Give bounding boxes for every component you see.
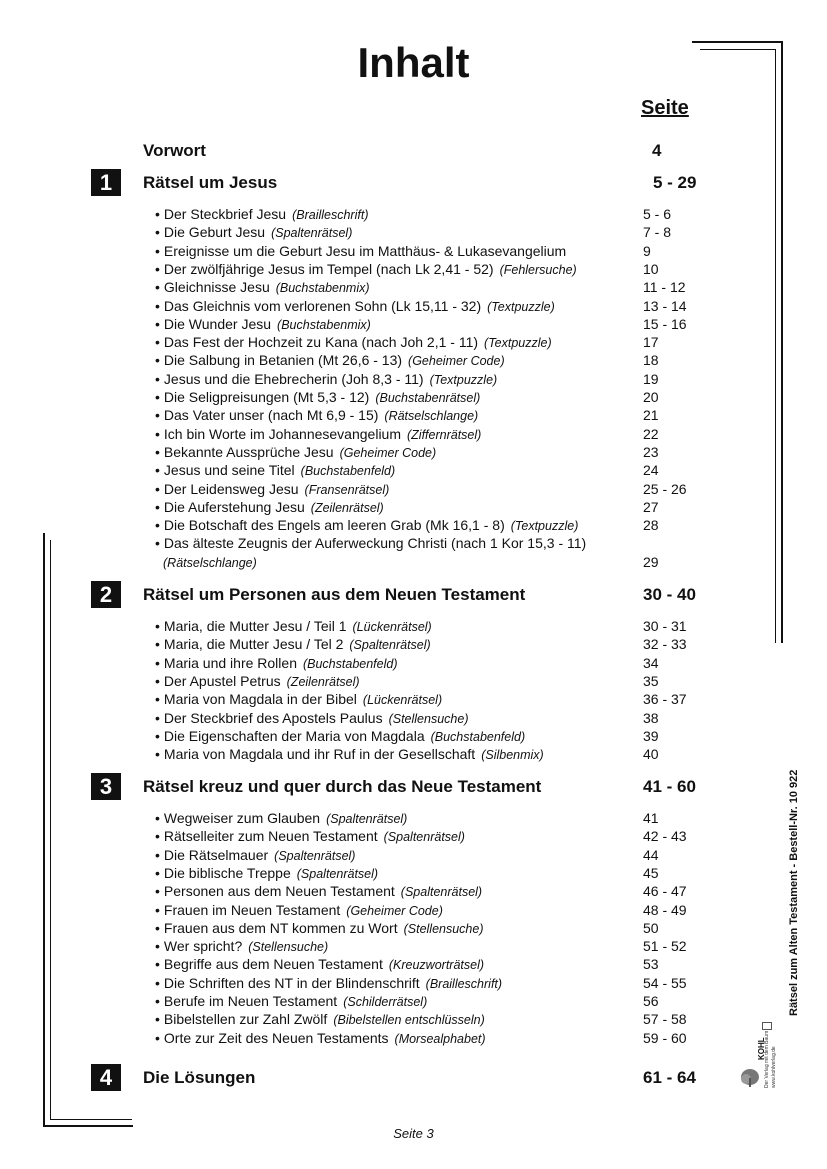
item-pages: 18 [643, 352, 659, 369]
item-title: Der Leidensweg Jesu [163, 480, 299, 497]
section-pages: 41 - 60 [643, 777, 696, 796]
bullet-icon: • [155, 480, 160, 497]
item-title: Frauen im Neuen Testament [163, 901, 341, 918]
item-puzzle-type: (Spaltenrätsel) [349, 638, 431, 653]
item-pages: 46 - 47 [643, 883, 687, 900]
list-item [155, 882, 635, 901]
item-pages: 35 [643, 672, 659, 689]
list-item [155, 809, 635, 828]
item-title: Maria, die Mutter Jesu / Teil 1 [163, 618, 347, 634]
item-puzzle-type: (Morsealphabet) [394, 1031, 486, 1046]
item-pages: 10 [643, 260, 659, 277]
item-puzzle-type: (Buchstabenfeld) [300, 464, 396, 479]
bullet-icon: • [155, 810, 160, 826]
item-title: Bekannte Aussprüche Jesu [163, 443, 334, 460]
item-pages: 41 [643, 810, 659, 826]
item-pages: 56 [643, 993, 659, 1009]
bullet-icon: • [155, 224, 160, 241]
bullet-icon: • [155, 993, 160, 1009]
bullet-icon: • [155, 443, 160, 460]
item-title: Maria, die Mutter Jesu / Tel 2 [163, 636, 344, 653]
list-item [155, 516, 635, 535]
section-number-badge: 3 [91, 773, 121, 800]
list-item [155, 205, 635, 224]
item-puzzle-type: (Lückenrätsel) [362, 693, 443, 708]
bullet-icon: • [155, 407, 160, 424]
item-pages: 51 - 52 [643, 938, 687, 955]
item-title: Die Botschaft des Engels am leeren Grab (Mk 16,1 - 8) [163, 517, 505, 534]
list-item [155, 635, 635, 654]
list-item [155, 297, 635, 316]
item-title: Ich bin Worte im Johannesevangelium [163, 425, 401, 442]
item-pages: 40 [643, 746, 659, 763]
item-puzzle-type: (Spaltenrätsel) [274, 848, 356, 863]
item-pages: 7 - 8 [643, 224, 672, 241]
item-puzzle-type: (Stellensuche) [388, 711, 469, 726]
item-puzzle-type: (Fransenrätsel) [304, 482, 390, 497]
list-item [155, 745, 635, 764]
item-title: Die biblische Treppe [163, 864, 291, 881]
item-pages: 11 - 12 [643, 279, 686, 296]
list-item [155, 242, 635, 260]
section-title: Die Lösungen [143, 1068, 256, 1087]
bullet-icon: • [155, 334, 160, 351]
bullet-icon: • [155, 691, 160, 708]
list-item [155, 278, 635, 297]
item-puzzle-type: (Geheimer Code) [339, 445, 437, 460]
item-puzzle-type: (Zeilenrätsel) [310, 500, 384, 515]
item-pages: 9 [643, 242, 651, 259]
bullet-icon: • [155, 846, 160, 863]
frame-right-line-1 [781, 41, 783, 643]
list-item [155, 690, 635, 709]
frame-right-line-2 [775, 49, 776, 643]
item-puzzle-type: (Spaltenrätsel) [400, 885, 483, 900]
item-puzzle-type: (Rätselschlange) [163, 555, 257, 570]
bullet-icon: • [155, 938, 160, 955]
list-item [155, 827, 635, 846]
bullet-icon: • [155, 672, 160, 689]
section-title: Rätsel kreuz und quer durch das Neue Testament [143, 777, 542, 796]
item-pages: 38 [643, 709, 659, 726]
list-item [155, 901, 635, 920]
item-title: Der Steckbrief Jesu [163, 206, 287, 222]
item-puzzle-type: (Spaltenrätsel) [296, 866, 379, 881]
item-title: Frauen aus dem NT kommen zu Wort [163, 919, 398, 936]
item-title: Die Rätselmauer [163, 846, 269, 863]
item-pages: 15 - 16 [643, 315, 687, 332]
item-title: Der zwölfjährige Jesus im Tempel (nach Lk 2,41 - 52) [163, 260, 494, 277]
item-puzzle-type: (Textpuzzle) [487, 299, 555, 314]
side-order-text: Rätsel zum Alten Testament - Bestell-Nr. 10 922 [788, 769, 800, 1016]
frame-left-line-2 [50, 540, 51, 1120]
item-puzzle-type: (Geheimer Code) [346, 903, 443, 918]
item-title: Die Seligpreisungen (Mt 5,3 - 12) [163, 389, 370, 405]
item-pages: 28 [643, 517, 659, 534]
item-puzzle-type: (Brailleschrift) [425, 976, 503, 991]
item-pages: 53 [643, 956, 659, 973]
item-title: Maria und ihre Rollen [163, 654, 297, 671]
list-item [155, 617, 635, 636]
frame-bottom-left-line-2 [50, 1119, 132, 1120]
item-pages: 22 [643, 425, 659, 442]
item-puzzle-type: (Buchstabenfeld) [302, 656, 398, 671]
item-title: Die Wunder Jesu [163, 315, 272, 332]
bullet-icon: • [155, 260, 160, 277]
list-item [155, 937, 635, 956]
bullet-icon: • [155, 709, 160, 726]
item-pages: 39 [643, 727, 659, 744]
item-pages: 29 [643, 553, 659, 570]
list-item [155, 351, 635, 370]
bullet-icon: • [155, 974, 160, 991]
item-puzzle-type: (Buchstabenmix) [275, 281, 370, 296]
item-pages: 48 - 49 [643, 901, 687, 918]
bullet-icon: • [155, 242, 160, 259]
item-puzzle-type: (Fehlersuche) [499, 262, 577, 277]
item-pages: 34 [643, 654, 659, 671]
item-title: Der Apustel Petrus [163, 672, 281, 689]
item-title: Die Auferstehung Jesu [163, 498, 305, 515]
item-title: Wer spricht? [163, 938, 243, 955]
item-pages: 20 [643, 389, 659, 405]
item-pages: 57 - 58 [643, 1011, 687, 1028]
item-title: Berufe im Neuen Testament [163, 993, 338, 1009]
item-puzzle-type: (Spaltenrätsel) [271, 226, 353, 241]
item-puzzle-type: (Silbenmix) [481, 748, 544, 763]
item-title: Das älteste Zeugnis der Auferweckung Christi (nach 1 Kor 15,3 - 11) [163, 535, 587, 552]
item-title: Personen aus dem Neuen Testament [163, 883, 395, 900]
bullet-icon: • [155, 956, 160, 973]
bullet-icon: • [155, 727, 160, 744]
bullet-icon: • [155, 828, 160, 845]
item-puzzle-type: (Spaltenrätsel) [326, 812, 408, 826]
item-title: Maria von Magdala in der Bibel [163, 691, 357, 708]
item-puzzle-type: (Stellensuche) [403, 921, 484, 936]
item-title: Begriffe aus dem Neuen Testament [163, 956, 383, 973]
item-puzzle-type: (Rätselschlange) [384, 409, 479, 424]
item-puzzle-type: (Textpuzzle) [429, 372, 498, 387]
item-pages: 5 - 6 [643, 206, 672, 222]
item-pages: 42 - 43 [643, 828, 687, 845]
list-item [155, 992, 635, 1011]
item-pages: 17 [643, 334, 659, 351]
item-puzzle-type: (Zeilenrätsel) [286, 674, 360, 689]
item-puzzle-type: (Spaltenrätsel) [383, 830, 465, 845]
section-number-badge: 4 [91, 1064, 121, 1091]
item-pages: 19 [643, 370, 659, 387]
bullet-icon: • [155, 462, 160, 479]
item-title: Das Vater unser (nach Mt 6,9 - 15) [163, 407, 379, 424]
item-pages: 24 [643, 462, 659, 479]
item-title: Die Geburt Jesu [163, 224, 266, 241]
list-item [155, 370, 635, 389]
bullet-icon: • [155, 370, 160, 387]
item-title: Wegweiser zum Glauben [163, 810, 321, 826]
item-puzzle-type: (Schilderrätsel) [343, 995, 428, 1009]
list-item [155, 919, 635, 938]
item-title: Der Steckbrief des Apostels Paulus [163, 709, 383, 726]
bullet-icon: • [155, 654, 160, 671]
item-puzzle-type: (Buchstabenmix) [277, 317, 371, 332]
item-puzzle-type: (Geheimer Code) [408, 354, 505, 369]
item-puzzle-type: (Textpuzzle) [510, 519, 579, 534]
bullet-icon: • [155, 864, 160, 881]
section-pages: 61 - 64 [643, 1068, 696, 1087]
publisher-url: www.kohlverlag.de [771, 1046, 777, 1088]
list-item [155, 654, 635, 673]
footer-page-number: Seite 3 [393, 1126, 434, 1141]
item-puzzle-type: (Buchstabenrätsel) [375, 391, 481, 405]
list-item [155, 672, 635, 691]
page-column-label: Seite [641, 97, 689, 119]
bullet-icon: • [155, 883, 160, 900]
item-title: Jesus und die Ehebrecherin (Joh 8,3 - 11) [163, 370, 424, 387]
bullet-icon: • [155, 1029, 160, 1046]
item-pages: 25 - 26 [643, 480, 687, 497]
bullet-icon: • [155, 919, 160, 936]
item-title: Die Schriften des NT in der Blindenschrift [163, 974, 420, 991]
item-puzzle-type: (Brailleschrift) [292, 208, 369, 222]
bullet-icon: • [155, 315, 160, 332]
bullet-icon: • [155, 618, 160, 634]
publisher-name: KOHL [757, 1037, 766, 1060]
item-pages: 59 - 60 [643, 1029, 687, 1046]
section-pages: 5 - 29 [653, 173, 697, 192]
bullet-icon: • [155, 389, 160, 405]
item-pages: 30 - 31 [643, 618, 687, 634]
list-item [155, 1029, 635, 1048]
section-title: Rätsel um Jesus [143, 173, 278, 192]
vorwort-title: Vorwort [143, 141, 206, 160]
list-item [155, 864, 635, 883]
item-pages: 44 [643, 846, 659, 863]
list-item [155, 480, 635, 499]
list-item [155, 223, 635, 242]
item-title: Orte zur Zeit des Neuen Testaments [163, 1029, 389, 1046]
list-item-continuation [163, 553, 643, 572]
item-puzzle-type: (Textpuzzle) [484, 336, 552, 351]
bullet-icon: • [155, 498, 160, 515]
list-item [155, 1010, 635, 1029]
section-pages: 30 - 40 [643, 585, 696, 604]
list-item [155, 406, 635, 425]
list-item [155, 333, 635, 352]
bullet-icon: • [155, 352, 160, 369]
item-title: Maria von Magdala und ihr Ruf in der Gesellschaft [163, 746, 476, 763]
list-item [155, 846, 635, 865]
item-title: Jesus und seine Titel [163, 462, 295, 479]
item-pages: 27 [643, 498, 659, 515]
bullet-icon: • [155, 517, 160, 534]
item-title: Die Eigenschaften der Maria von Magdala [163, 727, 425, 744]
item-title: Die Salbung in Betanien (Mt 26,6 - 13) [163, 352, 403, 369]
list-item [155, 974, 635, 993]
item-pages: 45 [643, 864, 659, 881]
item-title: Gleichnisse Jesu [163, 279, 270, 296]
bullet-icon: • [155, 901, 160, 918]
section-number-badge: 1 [91, 169, 121, 196]
list-item [155, 498, 635, 517]
list-item [155, 260, 635, 279]
bullet-icon: • [155, 535, 160, 552]
bullet-icon: • [155, 279, 160, 296]
item-title: Bibelstellen zur Zahl Zwölf [163, 1011, 328, 1028]
bullet-icon: • [155, 206, 160, 222]
item-title: Das Fest der Hochzeit zu Kana (nach Joh 2,1 - 11) [163, 334, 479, 351]
bullet-icon: • [155, 297, 160, 314]
list-item [155, 388, 635, 407]
list-item [155, 727, 635, 746]
bullet-icon: • [155, 425, 160, 442]
section-title: Rätsel um Personen aus dem Neuen Testament [143, 585, 526, 604]
page-title: Inhalt [357, 39, 470, 86]
list-item [155, 955, 635, 974]
list-item [155, 425, 635, 444]
item-title: Rätselleiter zum Neuen Testament [163, 828, 378, 845]
list-item [155, 534, 635, 552]
publisher-badge-icon [762, 1022, 772, 1030]
item-puzzle-type: (Lückenrätsel) [352, 620, 432, 634]
section-number-badge: 2 [91, 581, 121, 608]
item-title: Das Gleichnis vom verlorenen Sohn (Lk 15,11 - 32) [163, 297, 482, 314]
item-pages: 36 - 37 [643, 691, 687, 708]
item-pages: 54 - 55 [643, 974, 687, 991]
item-pages: 32 - 33 [643, 636, 687, 653]
bullet-icon: • [155, 1011, 160, 1028]
item-pages: 21 [643, 407, 659, 424]
item-pages: 50 [643, 919, 659, 936]
list-item [155, 443, 635, 462]
frame-left-line-1 [43, 533, 45, 1127]
list-item [155, 315, 635, 334]
item-puzzle-type: (Ziffernrätsel) [407, 427, 482, 442]
item-pages: 13 - 14 [643, 297, 687, 314]
item-title: Ereignisse um die Geburt Jesu im Matthäus- & Lukasevangelium [163, 242, 567, 259]
item-puzzle-type: (Stellensuche) [248, 940, 329, 955]
list-item [155, 461, 635, 480]
list-item [155, 709, 635, 728]
bullet-icon: • [155, 746, 160, 763]
publisher-slogan: Der Verlag mit dem Baum [764, 1030, 770, 1088]
bullet-icon: • [155, 636, 160, 653]
item-pages: 23 [643, 443, 659, 460]
item-puzzle-type: (Bibelstellen entschlüsseln) [333, 1013, 485, 1028]
item-puzzle-type: (Buchstabenfeld) [430, 729, 526, 744]
vorwort-pages: 4 [652, 141, 662, 160]
item-puzzle-type: (Kreuzworträtsel) [388, 958, 485, 973]
